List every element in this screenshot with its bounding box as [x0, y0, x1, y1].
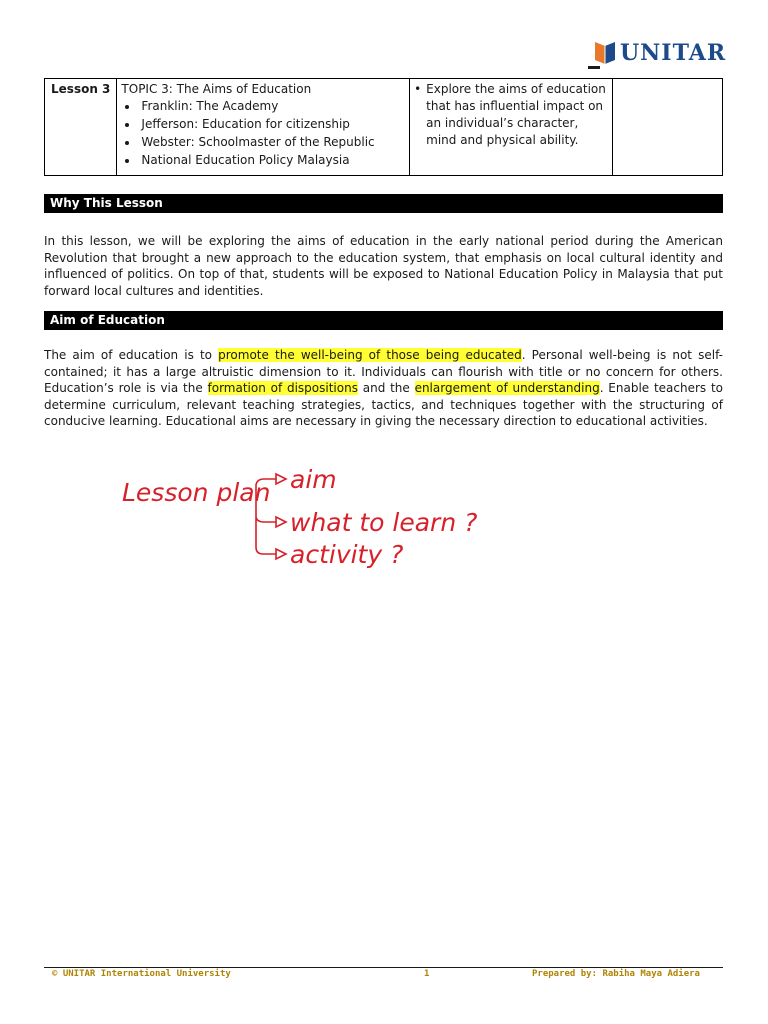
- aim-paragraph: [44, 347, 723, 430]
- book-icon: [592, 40, 618, 66]
- brand-name: UNITAR: [620, 40, 727, 66]
- list-item: • Franklin: The Academy: [139, 98, 405, 115]
- page-number: 1: [424, 969, 430, 979]
- footer-copyright: © UNITAR International University: [52, 969, 231, 979]
- handwritten-annotation: [118, 455, 478, 595]
- highlight-dispositions: formation of dispositions: [207, 381, 358, 395]
- section-heading-why: Why This Lesson: [44, 194, 723, 213]
- handwriting-branch-activity: activity ?: [290, 540, 404, 569]
- list-item: • National Education Policy Malaysia: [139, 152, 405, 169]
- arrow-head-1: [276, 474, 286, 484]
- aim-text-1: The aim of education is to: [44, 348, 219, 362]
- objective-cell: [410, 79, 613, 176]
- topic-cell: [117, 79, 410, 176]
- logo-underscore: [588, 66, 600, 69]
- notes-cell: [613, 79, 723, 176]
- highlight-understanding: enlargement of understanding: [414, 381, 600, 395]
- arrow-head-2: [276, 517, 286, 527]
- handwriting-root: Lesson plan: [122, 478, 271, 507]
- unitar-logo: [592, 36, 727, 72]
- aim-text-2: . Personal well-being is not self-contained; it has a large altruistic dimension to it. Individuals can flourish with title or no concern for others. Education’s role is via the: [44, 348, 723, 395]
- topic-title: TOPIC 3: The Aims of Education: [121, 82, 312, 96]
- topic-list: [121, 98, 405, 169]
- lesson-table: [44, 78, 723, 176]
- footer-author: Prepared by: Rabiha Maya Adiera: [532, 969, 700, 979]
- table-row: [45, 79, 723, 176]
- bullet-icon: •: [414, 82, 422, 96]
- aim-text-4: . Enable teachers to determine curriculum, relevant teaching strategies, tactics, and techniques together with the structuring of conducive learning. Educational aims are necessary in giving the necessary direction to educational activities.: [44, 381, 723, 428]
- section-heading-aim: Aim of Education: [44, 311, 723, 330]
- lesson-label: Lesson 3: [45, 79, 117, 176]
- objective-text: Explore the aims of education that has influential impact on an individual’s character, mind and physical ability.: [426, 82, 606, 147]
- footer-divider: [44, 967, 723, 968]
- list-item: • Webster: Schoolmaster of the Republic: [139, 134, 405, 151]
- arrow-head-3: [276, 549, 286, 559]
- highlight-wellbeing: promote the well-being of those being educated: [218, 348, 522, 362]
- handwriting-branch-learn: what to learn ?: [290, 508, 478, 537]
- aim-text-3: and the: [357, 381, 415, 395]
- handwriting-branch-aim: aim: [290, 465, 337, 494]
- list-item: • Jefferson: Education for citizenship: [139, 116, 405, 133]
- why-paragraph: In this lesson, we will be exploring the aims of education in the early national period during the American Revolution that brought a new approach to the education system, that emphasis on local cultural identity and influenced of politics. On top of that, students will be exposed to National Education Policy in Malaysia that put forward local cultures and identities.: [44, 234, 723, 298]
